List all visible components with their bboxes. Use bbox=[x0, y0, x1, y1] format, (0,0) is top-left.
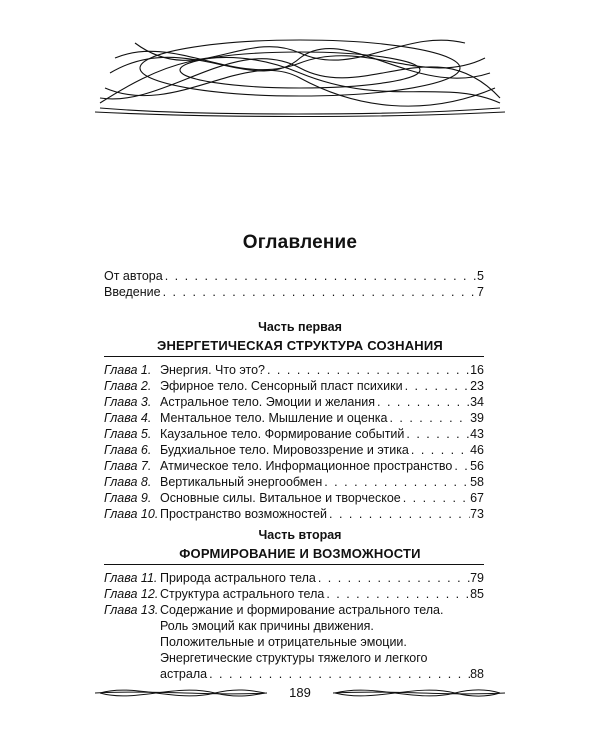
top-ornament bbox=[95, 28, 505, 118]
entry-text: Энергия. Что это? bbox=[160, 363, 265, 377]
chapter-label: Глава 13. bbox=[104, 603, 159, 617]
entry-text: Введение bbox=[104, 285, 161, 299]
toc-entry[interactable] bbox=[104, 506, 484, 522]
toc-entry[interactable] bbox=[104, 442, 484, 458]
entry-page: 56 bbox=[470, 459, 484, 473]
toc-entry[interactable] bbox=[104, 362, 484, 378]
entry-text: Атмическое тело. Информационное пространство bbox=[160, 459, 453, 473]
part1-chapters bbox=[104, 362, 484, 522]
toc-entry[interactable] bbox=[104, 602, 484, 618]
entry-text: Каузальное тело. Формирование событий bbox=[160, 427, 405, 441]
entry-page: 39 bbox=[470, 411, 484, 425]
entry-continuation: Энергетические структуры тяжелого и легкого bbox=[160, 651, 428, 665]
chapter-label: Глава 4. bbox=[104, 411, 152, 425]
chapter-label: Глава 9. bbox=[104, 491, 152, 505]
entry-page: 16 bbox=[470, 363, 484, 377]
entry-page: 34 bbox=[470, 395, 484, 409]
entry-page: 43 bbox=[470, 427, 484, 441]
chapter-label: Глава 1. bbox=[104, 363, 152, 377]
entry-continuation: Роль эмоций как причины движения. bbox=[160, 619, 374, 633]
entry-text: От автора bbox=[104, 269, 163, 283]
toc-entry[interactable] bbox=[104, 490, 484, 506]
toc-entry[interactable] bbox=[104, 426, 484, 442]
toc-entry[interactable] bbox=[104, 410, 484, 426]
entry-page: 67 bbox=[470, 491, 484, 505]
chapter-label: Глава 3. bbox=[104, 395, 152, 409]
part2-chapters bbox=[104, 570, 484, 682]
entry-text: Природа астрального тела bbox=[160, 571, 316, 585]
page-number: 189 bbox=[289, 685, 311, 700]
entry-page: 46 bbox=[470, 443, 484, 457]
chapter-label: Глава 2. bbox=[104, 379, 152, 393]
entry-text: Вертикальный энергообмен bbox=[160, 475, 323, 489]
chapter-label: Глава 7. bbox=[104, 459, 152, 473]
part2-title: ФОРМИРОВАНИЕ И ВОЗМОЖНОСТИ bbox=[179, 546, 421, 561]
entry-page: 23 bbox=[470, 379, 484, 393]
entry-page: 58 bbox=[470, 475, 484, 489]
entry-page: 88 bbox=[470, 667, 484, 681]
entry-text: астрала bbox=[160, 667, 208, 681]
entry-text: Ментальное тело. Мышление и оценка bbox=[160, 411, 388, 425]
divider bbox=[104, 564, 484, 565]
chapter-label: Глава 10. bbox=[104, 507, 159, 521]
part1-heading: Часть первая bbox=[258, 320, 342, 334]
entry-text: Содержание и формирование астрального тела. bbox=[160, 603, 444, 617]
entry-page: 5 bbox=[477, 269, 484, 283]
chapter-label: Глава 8. bbox=[104, 475, 152, 489]
divider bbox=[104, 356, 484, 357]
entry-text: Эфирное тело. Сенсорный пласт психики bbox=[160, 379, 403, 393]
toc-entry[interactable] bbox=[104, 394, 484, 410]
toc-entry[interactable] bbox=[104, 570, 484, 586]
entry-page: 79 bbox=[470, 571, 484, 585]
entry-page: 7 bbox=[477, 285, 484, 299]
toc-entry[interactable] bbox=[104, 268, 484, 284]
toc-entry[interactable] bbox=[104, 378, 484, 394]
toc-entry[interactable] bbox=[104, 458, 484, 474]
entry-text: Будхиальное тело. Мировоззрение и этика bbox=[160, 443, 409, 457]
front-matter bbox=[104, 268, 484, 300]
entry-text: Основные силы. Витальное и творческое bbox=[160, 491, 401, 505]
entry-page: 85 bbox=[470, 587, 484, 601]
toc-entry[interactable] bbox=[104, 284, 484, 300]
entry-text: Пространство возможностей bbox=[160, 507, 328, 521]
chapter-label: Глава 5. bbox=[104, 427, 152, 441]
entry-continuation: Положительные и отрицательные эмоции. bbox=[160, 635, 407, 649]
chapter-label: Глава 6. bbox=[104, 443, 152, 457]
toc-entry[interactable] bbox=[104, 474, 484, 490]
part2-heading: Часть вторая bbox=[258, 528, 342, 542]
part1-title: ЭНЕРГЕТИЧЕСКАЯ СТРУКТУРА СОЗНАНИЯ bbox=[157, 338, 443, 353]
chapter-label: Глава 12. bbox=[104, 587, 159, 601]
chapter-label: Глава 11. bbox=[104, 571, 158, 585]
entry-page: 73 bbox=[470, 507, 484, 521]
entry-text: Астральное тело. Эмоции и желания bbox=[160, 395, 375, 409]
toc-entry[interactable] bbox=[104, 586, 484, 602]
entry-text: Структура астрального тела bbox=[160, 587, 325, 601]
toc-title: Оглавление bbox=[242, 232, 358, 253]
